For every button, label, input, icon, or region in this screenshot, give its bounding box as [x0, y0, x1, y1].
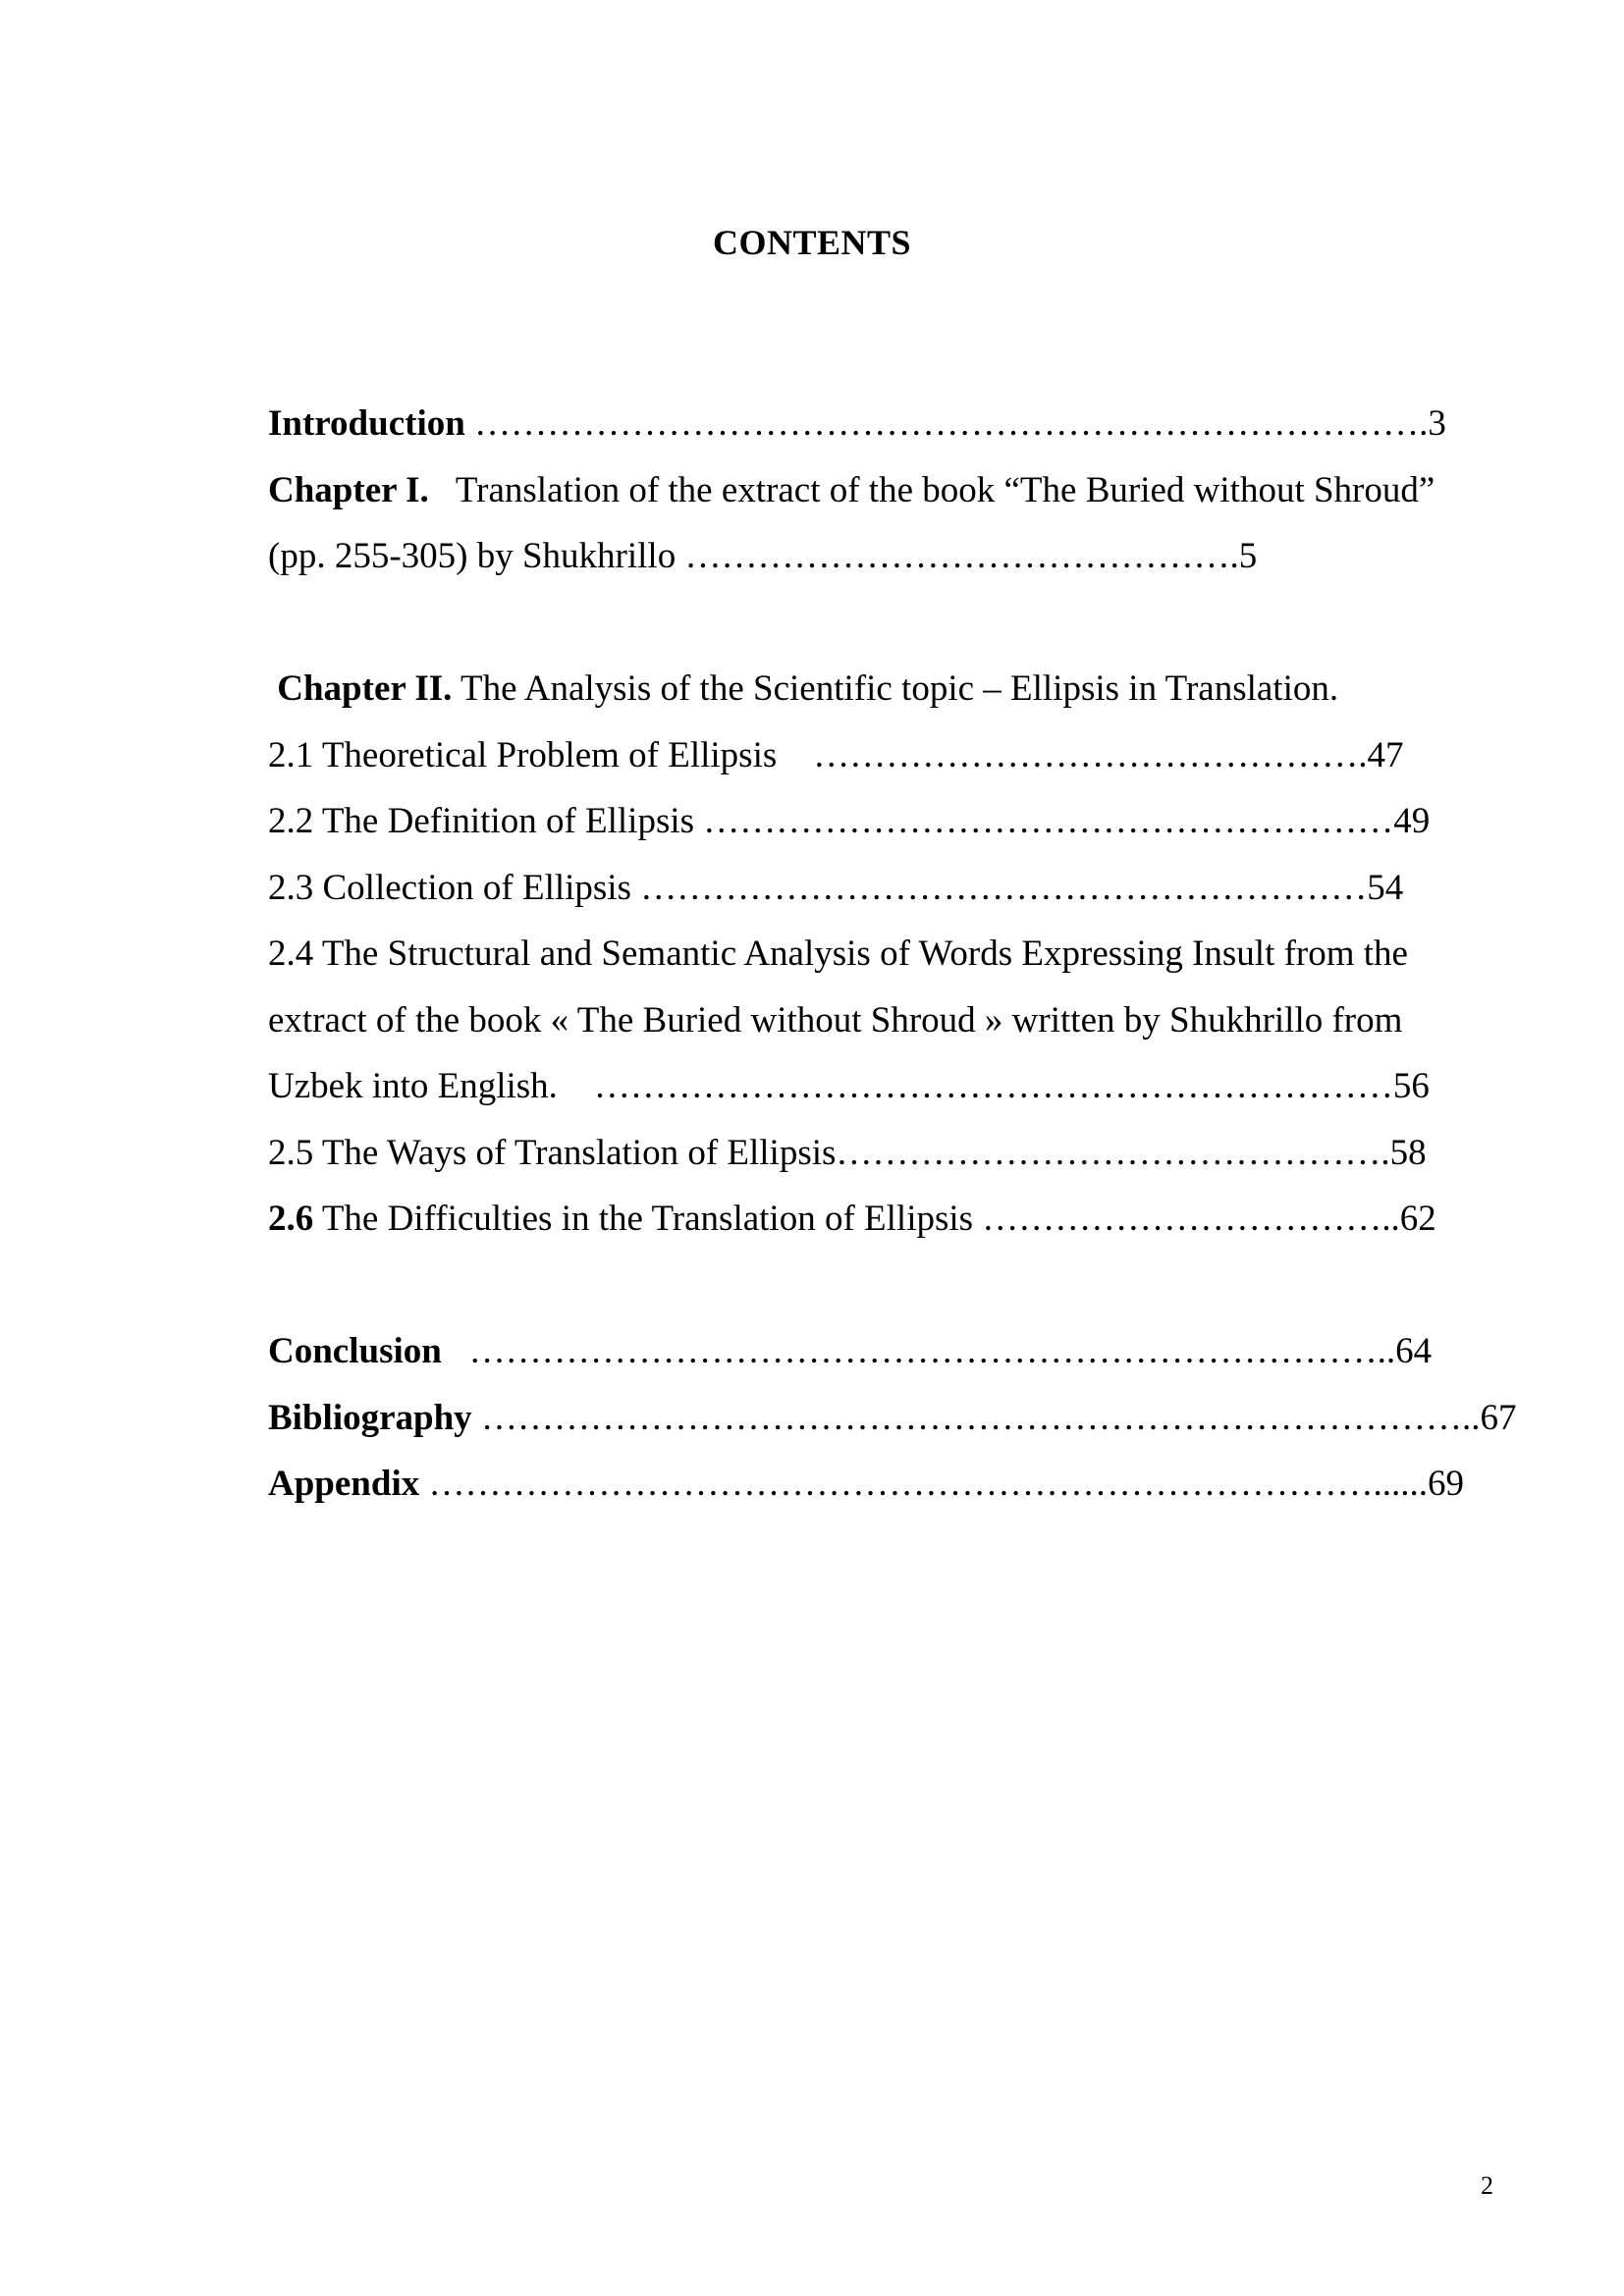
toc-label-appendix: Appendix — [268, 1464, 420, 1504]
toc-label-introduction: Introduction — [268, 403, 465, 444]
toc-text-section-2-3: 2.3 Collection of Ellipsis ……………………………………………………54 — [268, 868, 1404, 908]
toc-number-section-2-6: 2.6 — [268, 1199, 314, 1239]
toc-text-chapter-1-line1: Translation of the extract of the book “The Buried without Shroud” — [428, 470, 1435, 510]
toc-text-section-2-2: 2.2 The Definition of Ellipsis …………………………………………………49 — [268, 801, 1431, 841]
toc-label-bibliography: Bibliography — [268, 1398, 472, 1438]
toc-text-section-2-1: 2.1 Theoretical Problem of Ellipsis ……………………………………….47 — [268, 735, 1404, 775]
toc-leader-bibliography: ………………………………………………………………………..67 — [471, 1398, 1517, 1438]
toc-label-chapter-2: Chapter II. — [268, 668, 453, 709]
toc-text-section-2-5: 2.5 The Ways of Translation of Ellipsis……………………………………….58 — [268, 1133, 1427, 1173]
toc-entry-section-2-6[interactable] — [232, 1146, 1436, 1293]
toc-leader-appendix: ……………………………………………………………………......69 — [419, 1464, 1464, 1504]
toc-text-section-2-6: The Difficulties in the Translation of Ellipsis ……………………………..62 — [313, 1199, 1436, 1239]
page-title: CONTENTS — [712, 223, 912, 262]
toc-text-section-2-4-line2: extract of the book « The Buried without Shroud » written by Shukhrillo from — [268, 1000, 1403, 1041]
page-number: 2 — [1481, 2171, 1493, 2200]
toc-entry-appendix[interactable] — [232, 1411, 1464, 1558]
toc-text-section-2-4-line1: 2.4 The Structural and Semantic Analysis of Words Expressing Insult from the — [268, 934, 1408, 974]
toc-entry-chapter-1-cont[interactable] — [232, 483, 1257, 630]
toc-leader-conclusion: …………………………………………………………………..64 — [441, 1331, 1433, 1371]
toc-label-conclusion: Conclusion — [268, 1331, 442, 1371]
toc-text-section-2-4-line3: Uzbek into English. …………………………………………………………56 — [268, 1066, 1430, 1106]
toc-text-chapter-2: The Analysis of the Scientific topic – Ellipsis in Translation. — [452, 668, 1339, 709]
toc-text-chapter-1-line2: (pp. 255-305) by Shukhrillo ……………………………………….5 — [268, 536, 1258, 576]
toc-label-chapter-1: Chapter I. — [268, 470, 429, 510]
toc-leader-introduction: …………………………………………………………………….3 — [464, 403, 1446, 444]
